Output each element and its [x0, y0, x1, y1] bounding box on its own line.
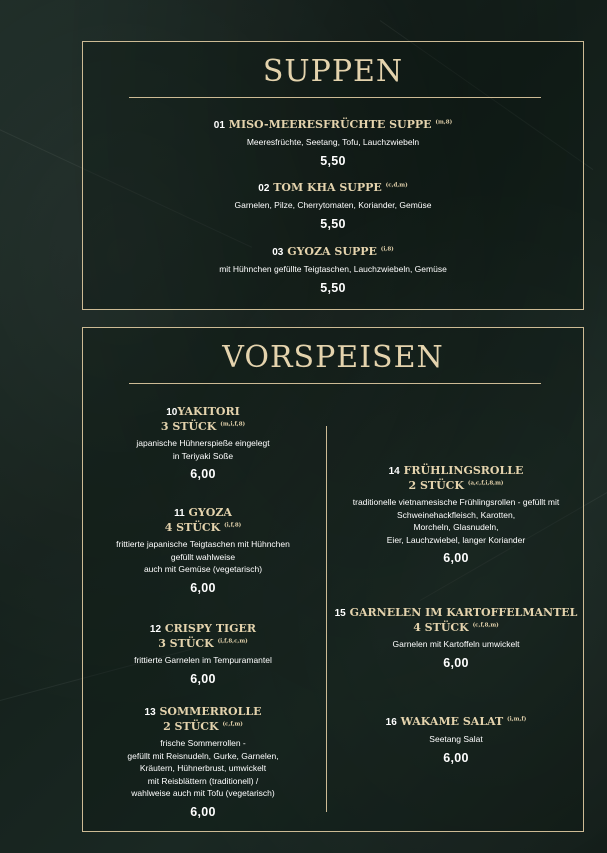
allergen-code: (c,f,m) [222, 721, 243, 728]
vorspeisen-divider [129, 383, 541, 384]
item-name: CRISPY TIGER [164, 622, 257, 635]
vorspeisen-item [88, 705, 318, 819]
item-name: GYOZA [188, 506, 232, 519]
vorspeisen-item [333, 606, 579, 670]
item-description: japanische Hühnerspieße eingelegt [136, 438, 270, 448]
column-divider [326, 426, 327, 812]
item-description: Eier, Lauchzwiebel, langer Koriander [386, 534, 526, 545]
item-description: Morcheln, Glasnudeln, [413, 522, 499, 532]
item-quantity: 4 STÜCK [413, 621, 469, 634]
vorspeisen-item [88, 622, 318, 686]
item-price: 5,50 [320, 153, 346, 168]
item-number: 13 [144, 707, 156, 718]
suppen-panel [82, 41, 584, 310]
item-number: 10 [166, 407, 178, 418]
item-name: WAKAME SALAT [400, 715, 504, 728]
item-name: MISO-MEERESFRÜCHTE SUPPE [228, 118, 432, 131]
item-number: 16 [385, 717, 397, 728]
suppen-title: SUPPEN [262, 54, 404, 89]
suppen-item [83, 181, 583, 231]
suppen-divider [129, 97, 541, 98]
suppen-item [83, 118, 583, 168]
item-number: 14 [388, 466, 400, 477]
item-description: in Teriyaki Soße [172, 450, 234, 461]
allergen-code: (m,i,f,8) [220, 421, 246, 428]
vorspeisen-title: VORSPEISEN [222, 340, 444, 375]
item-quantity: 2 STÜCK [163, 720, 219, 733]
allergen-code: (i,f,8,c,m) [217, 638, 248, 645]
item-name: YAKITORI [177, 405, 240, 418]
vorspeisen-item [333, 715, 579, 765]
item-price: 6,00 [190, 671, 216, 686]
item-price: 6,00 [190, 580, 216, 595]
item-quantity: 2 STÜCK [408, 479, 464, 492]
allergen-code: (m,8) [435, 119, 453, 126]
item-description: frittierte japanische Teigtaschen mit Hühnchen [116, 539, 290, 549]
item-description: Seetang Salat [429, 734, 483, 744]
item-description: mit Hühnchen gefüllte Teigtaschen, Lauchzwiebeln, Gemüse [219, 264, 447, 274]
item-description: auch mit Gemüse (vegetarisch) [143, 564, 263, 574]
allergen-code: (i,m,f) [507, 716, 527, 723]
item-description: traditionelle vietnamesische Frühlingsrollen - gefüllt mit [352, 497, 560, 507]
allergen-code: (i,f,8) [224, 522, 242, 529]
item-name: FRÜHLINGSROLLE [403, 464, 524, 477]
vorspeisen-item [333, 464, 579, 565]
item-description: gefüllt wahlweise [170, 551, 236, 562]
item-description: frittierte Garnelen im Tempuramantel [134, 655, 272, 665]
item-quantity: 3 STÜCK [158, 637, 214, 650]
allergen-code: (c,d,m) [385, 182, 408, 189]
item-description: frische Sommerrollen - [160, 738, 246, 748]
item-name: GYOZA SUPPE [287, 245, 377, 258]
item-name: TOM KHA SUPPE [273, 181, 382, 194]
item-price: 6,00 [443, 655, 469, 670]
item-price: 6,00 [443, 750, 469, 765]
item-number: 11 [174, 508, 185, 519]
allergen-code: (a,c,f,i,8,m) [467, 480, 504, 487]
item-price: 5,50 [320, 216, 346, 231]
vorspeisen-panel [82, 327, 584, 832]
item-price: 6,00 [190, 467, 216, 481]
item-number: 15 [334, 608, 346, 619]
item-quantity: 4 STÜCK [164, 521, 221, 534]
item-price: 5,50 [320, 280, 346, 295]
allergen-code: (i,8) [380, 246, 394, 253]
item-description: Meeresfrüchte, Seetang, Tofu, Lauchzwiebeln [246, 137, 420, 147]
item-number: 12 [149, 624, 162, 635]
item-number: 01 [213, 120, 225, 131]
vorspeisen-item [88, 506, 318, 595]
item-quantity: 3 STÜCK [160, 420, 217, 433]
item-name: GARNELEN IM KARTOFFELMANTEL [349, 606, 578, 619]
item-description: gefüllt mit Reisnudeln, Gurke, Garnelen, [127, 750, 279, 761]
vorspeisen-item [88, 405, 318, 481]
item-description: wahlweise auch mit Tofu (vegetarisch) [131, 788, 275, 798]
item-name: SOMMERROLLE [159, 705, 262, 718]
suppen-item [83, 245, 583, 295]
item-number: 03 [272, 247, 284, 258]
item-description: Schweinehackfleisch, Karotten, [396, 509, 516, 520]
item-description: Kräutern, Hühnerbrust, umwickelt [139, 763, 267, 773]
item-number: 02 [258, 183, 270, 194]
item-price: 6,00 [190, 804, 216, 819]
allergen-code: (c,f,8,m) [472, 622, 499, 629]
item-description: Garnelen, Pilze, Cherrytomaten, Koriander, Gemüse [234, 200, 432, 210]
item-description: Garnelen mit Kartoffeln umwickelt [392, 639, 520, 649]
item-description: mit Reisblättern (traditionell) / [147, 775, 259, 786]
item-price: 6,00 [443, 551, 469, 565]
